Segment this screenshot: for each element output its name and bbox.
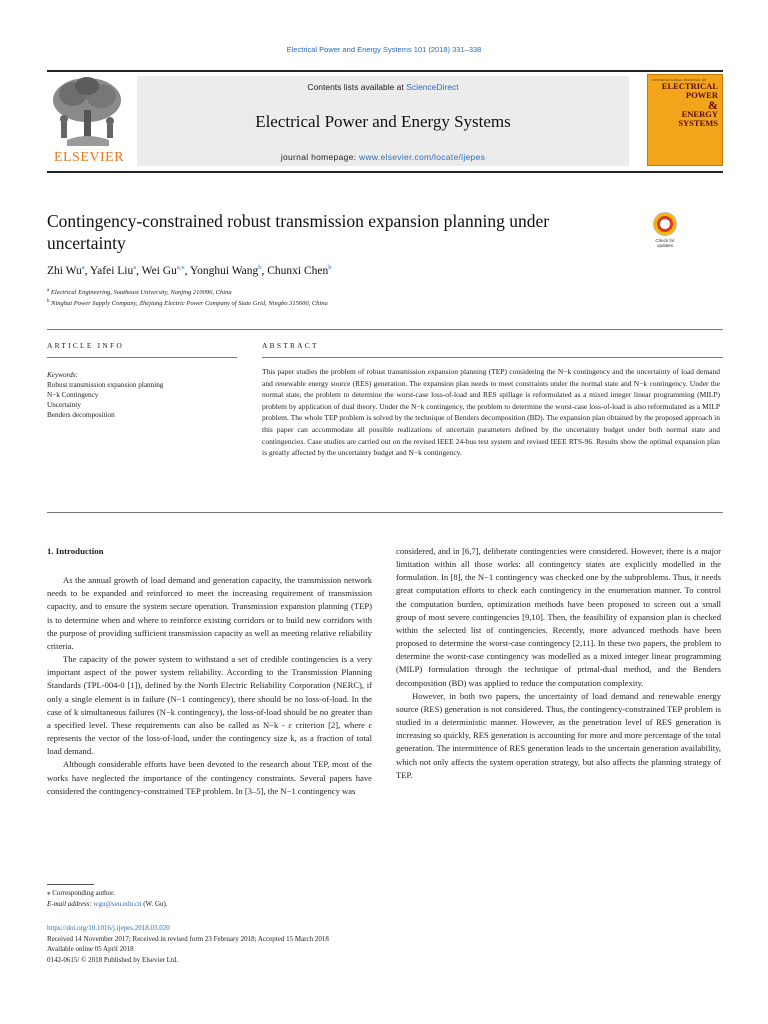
abstract-bottom-rule bbox=[47, 512, 723, 513]
author-name[interactable]: Chunxi Chen bbox=[267, 264, 329, 277]
author-affil-sup[interactable]: b bbox=[258, 264, 262, 271]
copyright-line: 0142-0615/ © 2018 Published by Elsevier Ltd. bbox=[47, 955, 179, 964]
body-paragraph: Although considerable efforts have been devoted to the research about TEP, most of the works have neglected the importance of the contingency constraints. Several papers have considered the contingency-constrained TEP problem. In [3–5], the N−1 contingency was bbox=[47, 759, 372, 796]
header-bottom-rule bbox=[47, 171, 723, 173]
cover-small-text: INTERNATIONAL JOURNAL OF bbox=[652, 78, 707, 82]
check-for-updates-badge[interactable] bbox=[649, 212, 681, 250]
keywords-label: Keywords: bbox=[47, 371, 78, 379]
author-list: Zhi Wu$^a$, Yafei Liu$^a$, Wei $Gu^{a,⁎}$, Yonghui Wang$^b$, Chunxi Chen$^b$ bbox=[47, 264, 332, 277]
journal-banner bbox=[137, 76, 629, 166]
cover-line-2: POWER bbox=[685, 90, 718, 100]
journal-masthead bbox=[47, 72, 723, 169]
abstract-text: This paper studies the problem of robust transmission expansion planning (TEP) considering the N−k contingency and the uncertainty of load demand and renewable energy source (RES) generation. The expansion plan needs to meet constraints under the normal state and N−k contingency. Under the normal state, the problem to determine the worst-case loss-of-load and RES spillage is reformulated as a mixed integer linear programming (MILP) problem by application of dual theory. Under the N−k contingency, the problem to determine the worst-case loss-of-load is also reformulated as a MILP problem. The whole TEP problem is solved by the technique of Benders decomposition (BD). The expansion plan obtained by the proposed approach in this paper can accommodate all possible realizations of uncertain parameters defined by the uncertainty budget under both normal state and contingencies. Case studies are carried out on the revised IEEE 24-bus test system and revised IEEE RTS-96. Results show the optimal expansion plan is greatly affected by the uncertainty budget and N−k contingency. bbox=[262, 367, 720, 458]
contents-line bbox=[137, 82, 629, 92]
email-label: E-mail address: bbox=[47, 899, 92, 908]
corresponding-author-note: ⁎ Corresponding author. bbox=[47, 889, 115, 897]
body-left-column bbox=[47, 545, 372, 798]
author-name[interactable]: Yafei Liu bbox=[90, 264, 134, 277]
author-affil-sup[interactable]: a bbox=[81, 264, 85, 271]
keyword-item: Robust transmission expansion planning bbox=[47, 381, 164, 389]
check-updates-label: Check for updates bbox=[655, 238, 675, 248]
affiliation-b: $^b$ Ninghai Power Supply Company, Zhejiang Electric Power Company of State Grid, Ningbo 315600, China bbox=[47, 299, 328, 308]
article-info-rule bbox=[47, 357, 237, 358]
author-affil-sup[interactable]: a bbox=[133, 264, 137, 271]
author-affil-sup[interactable]: b bbox=[328, 264, 332, 271]
keyword-item: Uncertainty bbox=[47, 401, 81, 409]
body-paragraph: As the annual growth of load demand and generation capacity, the transmission network needs to be expanded and reinforced to meet the increasing requirement of transmission capacity, and to ensure the system secure operation. Transmission expansion planning (TEP) is to determine when and where to reinforce existing corridors or to build new corridors with the purpose of providing sufficient transmission capacity as well as meeting relative reliability criteria. bbox=[47, 575, 372, 651]
body-paragraph: However, in both two papers, the uncertainty of load demand and renewable energy source (RES) generation is not considered. Thus, the contingency-constrained TEP problem is studied in a deterministic manner. However, as the penetration level of RES generation is increasing so quickly, RES generation is accounting for more and more percentage of the total generation. The intermittence of RES generation leads to the uncertain generation availability, which not only affects the system operation strategy, but also affects the planning strategy of TEP. bbox=[396, 690, 721, 780]
section-heading-introduction: 1. Introduction bbox=[47, 546, 104, 556]
section-divider bbox=[47, 329, 723, 330]
journal-cover-thumbnail[interactable] bbox=[647, 74, 723, 166]
doi-link[interactable]: https://doi.org/10.1016/j.ijepes.2018.03.020 bbox=[47, 924, 170, 932]
email-link[interactable]: wgu@seu.edu.cn bbox=[93, 899, 142, 908]
available-online: Available online 05 April 2018 bbox=[47, 945, 134, 953]
cover-line-4: SYSTEMS bbox=[678, 118, 718, 128]
cover-line-1: ELECTRICAL bbox=[661, 81, 718, 91]
keyword-item: Benders decomposition bbox=[47, 411, 115, 419]
body-right-column bbox=[396, 545, 721, 782]
received-dates: Received 14 November 2017; Received in revised form 23 February 2018; Accepted 15 March 2018 bbox=[47, 934, 329, 943]
body-paragraph: considered, and in [6,7], deliberate contingencies were considered. However, there is a major limitation within all those works: all contingency states are explicitly modelled in the formulation. In [8], the N−1 contingency was checked one by the subproblems. Thus, it needs great computation efforts to check each contingency in the enumeration manner. To control the computation burden, optimization methods have been proposed to screen out a small group of most severe contingencies [9,10]. Then, the feasibility of expansion plan is checked within the selected list of contingencies. Recently, more advanced methods have been proposed to determine the worst-case contingency [2,11]. In these two papers, the problem to determine the worst-case contingency was modelled as a mixed integer linear programming (MILP) formulation through the technique of primal-dual method, and the Benders decomposition (BD) was applied to reduce the computation complexity. bbox=[396, 546, 721, 688]
publisher-logo-text: ELSEVIER bbox=[53, 150, 125, 165]
footnotes bbox=[47, 888, 168, 909]
email-note bbox=[47, 899, 168, 910]
affiliation-a: $^a$ Electrical Engineering, Southeast University, Nanjing 210096, China bbox=[47, 288, 232, 297]
body-paragraph: The capacity of the power system to withstand a set of credible contingencies is a very important aspect of the power system reliability. According to the Transmission Planning Standards (TPL-004-0 [1]), defined by the North Electric Reliability Corporation (NERC), if only a single element is in failure (N−1 contingency), there should be no loss-of-load. In the case of k simultaneous failures (N−k contingency), the loss-of-load should be no greater than a specified level. These requirements can also be called as N−k - ε criterion [2], where ε represents the vector of the loss-of-load, under the contingency size k, as a fraction of total load demand. bbox=[47, 654, 372, 757]
article-title: Contingency-constrained robust transmission expansion planning under uncertainty bbox=[47, 211, 550, 253]
journal-reference[interactable]: Electrical Power and Energy Systems 101 (2018) 331–338 bbox=[286, 45, 482, 54]
homepage-link[interactable]: www.elsevier.com/locate/ijepes bbox=[359, 152, 486, 162]
author-affil-sup[interactable]: a,⁎ bbox=[176, 264, 185, 271]
journal-title: Electrical Power and Energy Systems bbox=[255, 112, 511, 131]
cover-line-3: ENERGY bbox=[681, 109, 718, 119]
keyword-item: N−k Contingency bbox=[47, 391, 99, 399]
author-name[interactable]: Wei Gu bbox=[141, 264, 177, 277]
abstract-heading: ABSTRACT bbox=[262, 341, 319, 350]
article-info-heading: ARTICLE INFO bbox=[47, 341, 124, 350]
publication-info bbox=[47, 923, 329, 965]
check-updates-icon bbox=[653, 212, 677, 236]
keywords-block bbox=[47, 370, 237, 420]
contents-prefix: Contents lists available at bbox=[307, 82, 404, 92]
author-name[interactable]: Zhi Wu bbox=[47, 264, 82, 277]
author-name[interactable]: Yonghui Wang bbox=[189, 264, 259, 277]
footnote-rule bbox=[47, 884, 94, 885]
email-suffix: (W. Gu). bbox=[143, 899, 168, 908]
sciencedirect-link[interactable]: ScienceDirect bbox=[406, 82, 459, 92]
cover-ampersand: & bbox=[708, 98, 718, 112]
abstract-rule bbox=[262, 357, 723, 358]
journal-homepage bbox=[137, 152, 629, 162]
homepage-prefix: journal homepage: bbox=[280, 152, 357, 162]
